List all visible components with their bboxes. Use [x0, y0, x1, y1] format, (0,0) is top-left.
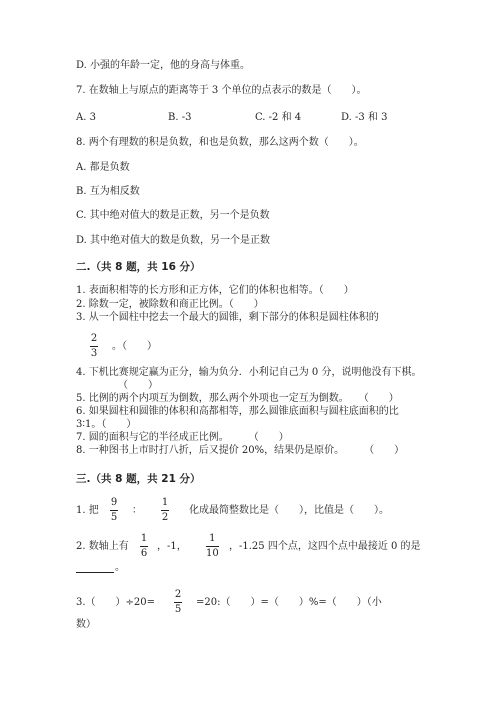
- s2-item-6-cont: 3∶1。（ ）: [76, 419, 137, 430]
- s2-item-1: 1. 表面积相等的长方形和正方体，它们的体积也相等。（ ）: [76, 285, 354, 296]
- q7-option-b: B. -3: [168, 112, 192, 123]
- s2-item3-fraction: [90, 333, 98, 360]
- s2-item-5: 5. 比例的两个内项互为倒数，那么两个外项也一定互为倒数。 （ ）: [76, 393, 399, 404]
- q7-option-c: C. -2 和 4: [255, 112, 302, 123]
- fraction-numerator: 2: [90, 333, 98, 344]
- s3-q2-mid: ，-1，: [157, 541, 187, 552]
- s2-item-4: 4. 下机比赛规定赢为正分，输为负分．小利记自己为 0 分，说明他没有下棋。: [76, 367, 422, 378]
- fraction-bar: [110, 510, 118, 511]
- s3-q2-suffix: ，-1.25 四个点，这四个点中最接近 0 的是: [229, 541, 421, 552]
- fraction-denominator: 2: [161, 512, 169, 523]
- s3-q1-suffix: 化成最简整数比是（ ），比值是（ ）。: [189, 505, 389, 516]
- q7-stem: 7. 在数轴上与原点的距离等于 3 个单位的点表示的数是（ ）。: [76, 85, 367, 96]
- s3-q3-prefix: 3.（ ）÷20=: [76, 597, 156, 608]
- s3-q2-tail: 。: [115, 562, 125, 573]
- fraction-bar: [206, 546, 219, 547]
- fraction-numerator: 1: [161, 497, 169, 508]
- fraction-bar: [174, 602, 182, 603]
- fraction-numerator: 1: [140, 533, 148, 544]
- q8-stem: 8. 两个有理数的积是负数，和也是负数，那么这两个数（ ）。: [76, 137, 364, 148]
- s2-item-3: 3. 从一个圆柱中挖去一个最大的圆锥，剩下部分的体积是圆柱体积的: [76, 312, 379, 323]
- s2-item-8: 8. 一种图书上市时打八折，后又提价 20%，结果仍是原价。 （ ）: [76, 445, 405, 456]
- q8-option-d: D. 其中绝对值大的数是负数，另一个是正数: [76, 235, 271, 246]
- s3-q1-fraction-1: [110, 497, 118, 524]
- fraction-denominator: 3: [90, 348, 98, 359]
- s3-q3-wrap: 数）: [76, 619, 96, 630]
- q8-option-b: B. 互为相反数: [76, 186, 140, 197]
- s3-q2-prefix: 2. 数轴上有: [76, 541, 129, 552]
- q6-option-d: D. 小强的年龄一定，他的身高与体重。: [76, 60, 251, 71]
- q8-option-a: A. 都是负数: [76, 162, 130, 173]
- fraction-numerator: 1: [209, 533, 216, 544]
- fraction-denominator: 5: [110, 512, 118, 523]
- section2-heading: 二.（共 8 题，共 16 分）: [76, 261, 201, 273]
- fraction-numerator: 9: [110, 497, 118, 508]
- s3-q1-fraction-2: [161, 497, 169, 524]
- s2-item-7: 7. 圆的面积与它的半径成正比例。 （ ）: [76, 432, 289, 443]
- s2-item3-tail: 。（ ）: [112, 341, 157, 352]
- fraction-denominator: 10: [206, 548, 219, 559]
- s3-q3-fraction: [174, 589, 182, 616]
- q8-option-c: C. 其中绝对值大的数是正数，另一个是负数: [76, 210, 270, 221]
- fraction-bar: [140, 546, 148, 547]
- fraction-numerator: 2: [174, 589, 182, 600]
- s3-q2-fraction-2: [206, 533, 219, 560]
- section3-heading: 三.（共 8 题，共 21 分）: [76, 473, 201, 485]
- s2-item-4-paren: （ ）: [118, 380, 158, 391]
- fraction-denominator: 5: [174, 604, 182, 615]
- s3-q2-answer-blank[interactable]: [76, 562, 114, 573]
- fraction-bar: [90, 346, 98, 347]
- q7-option-a: A. 3: [76, 112, 96, 123]
- fraction-denominator: 6: [140, 548, 148, 559]
- s3-q3-suffix: =20:（ ）=（ ）%=（ ）（小: [196, 597, 382, 608]
- s3-q2-fraction-1: [140, 533, 148, 560]
- s2-item-6: 6. 如果圆柱和圆锥的体积和高都相等，那么圆锥底面积与圆柱底面积的比: [76, 406, 399, 417]
- s3-q1-colon: ：: [132, 505, 142, 516]
- q7-option-d: D. -3 和 3: [341, 112, 388, 123]
- s3-q1-prefix: 1. 把: [76, 505, 99, 516]
- fraction-bar: [161, 510, 169, 511]
- s2-item-2: 2. 除数一定，被除数和商正比例。（ ）: [76, 299, 264, 310]
